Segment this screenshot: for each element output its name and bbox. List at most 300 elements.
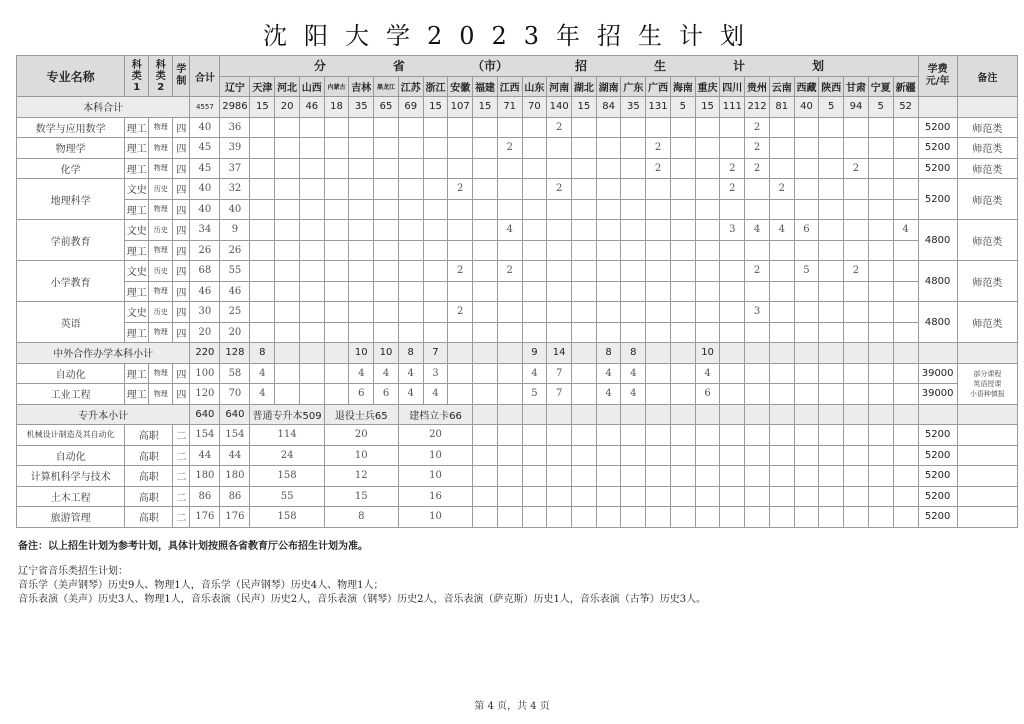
province-value: 6: [695, 384, 720, 405]
province-value: [844, 445, 869, 466]
province-value: [646, 240, 671, 261]
province-value: [670, 117, 695, 138]
province-value: [893, 466, 918, 487]
duration: 四: [173, 199, 190, 220]
remark-cell: 师范类: [957, 302, 1017, 343]
province-value: [695, 220, 720, 241]
group-char: （市）: [471, 59, 508, 74]
province-value: [324, 179, 349, 200]
province-value: [448, 138, 473, 159]
province-value: [398, 240, 423, 261]
province-value: [423, 117, 448, 138]
province-value: [720, 425, 745, 446]
province-value: [695, 117, 720, 138]
province-value: [547, 425, 572, 446]
header-province: 黑龙江: [374, 76, 399, 97]
province-value: [621, 302, 646, 323]
province-value: [398, 138, 423, 159]
category-1: 文史: [125, 302, 149, 323]
duration: 四: [173, 220, 190, 241]
province-value: [522, 466, 547, 487]
province-value: [646, 507, 671, 528]
province-value: [374, 117, 399, 138]
major-name: 小学教育: [17, 261, 125, 302]
music-plan-line-1: 音乐学（美声钢琴）历史9人、物理1人，音乐学（民声钢琴）历史4人、物理1人；: [18, 580, 384, 591]
province-value: [473, 466, 498, 487]
province-value: [497, 343, 522, 364]
province-value: [794, 138, 819, 159]
province-value: 20: [220, 322, 250, 343]
undergrad-total-row: [17, 97, 1018, 118]
province-value: [720, 486, 745, 507]
total-cell: 30: [190, 302, 220, 323]
province-value: [868, 322, 893, 343]
duration: 四: [173, 179, 190, 200]
province-value: [794, 363, 819, 384]
header-province: 山东: [522, 76, 547, 97]
province-value: [596, 302, 621, 323]
duration: 四: [173, 240, 190, 261]
province-value: 4: [522, 363, 547, 384]
province-value: 2: [547, 117, 572, 138]
province-value: 4: [423, 384, 448, 405]
province-value: [646, 466, 671, 487]
province-value: [275, 240, 300, 261]
province-value: [448, 158, 473, 179]
category: 高职: [125, 445, 173, 466]
province-value: 2: [646, 138, 671, 159]
province-value: [275, 281, 300, 302]
province-value: [868, 179, 893, 200]
total-cell: 68: [190, 261, 220, 282]
province-value: 58: [220, 363, 250, 384]
header-fee: [918, 56, 957, 97]
general-upgrade-value: 24: [250, 445, 324, 466]
province-value: [299, 281, 324, 302]
province-value: [745, 384, 770, 405]
province-value: [670, 240, 695, 261]
province-value: [547, 404, 572, 425]
general-upgrade-value: 114: [250, 425, 324, 446]
header-province: 贵州: [745, 76, 770, 97]
fee-cell: 4800: [918, 261, 957, 302]
province-value: [794, 384, 819, 405]
table-row: [17, 199, 1018, 220]
province-value: [324, 343, 349, 364]
major-name: 工业工程: [17, 384, 125, 405]
province-value: [275, 322, 300, 343]
category-2: 物理: [149, 199, 173, 220]
province-value: [572, 138, 597, 159]
province-value: 15: [473, 97, 498, 118]
fee-cell: [918, 404, 957, 425]
remark-cell: 师范类: [957, 138, 1017, 159]
veteran-value: 15: [324, 486, 398, 507]
province-value: [670, 466, 695, 487]
province-value: [893, 445, 918, 466]
province-value: [769, 240, 794, 261]
province-value: 55: [220, 261, 250, 282]
province-value: [819, 240, 844, 261]
province-value: [868, 261, 893, 282]
province-value: 35: [621, 97, 646, 118]
province-value: [670, 322, 695, 343]
province-value: [844, 425, 869, 446]
province-value: [398, 220, 423, 241]
province-value: [572, 384, 597, 405]
province-value: [423, 261, 448, 282]
province-value: 3: [745, 302, 770, 323]
fee-cell: [918, 343, 957, 364]
province-value: [522, 179, 547, 200]
province-value: 70: [522, 97, 547, 118]
province-value: [720, 404, 745, 425]
province-value: [646, 199, 671, 220]
province-value: [819, 466, 844, 487]
province-value: [646, 445, 671, 466]
province-value: [695, 486, 720, 507]
province-value: 4: [250, 384, 275, 405]
province-value: 2: [844, 158, 869, 179]
province-value: [473, 240, 498, 261]
province-value: [596, 240, 621, 261]
province-value: [522, 404, 547, 425]
province-value: [398, 261, 423, 282]
province-value: [572, 281, 597, 302]
province-value: [621, 199, 646, 220]
category-1: 文史: [125, 179, 149, 200]
veteran-value: 10: [324, 445, 398, 466]
major-name: 地理科学: [17, 179, 125, 220]
province-value: 39: [220, 138, 250, 159]
province-value: [844, 384, 869, 405]
province-value: [868, 466, 893, 487]
province-value: [423, 158, 448, 179]
province-value: [324, 220, 349, 241]
fee-cell: 5200: [918, 138, 957, 159]
province-value: [596, 507, 621, 528]
fee-cell: 5200: [918, 117, 957, 138]
total-cell: 640: [190, 404, 220, 425]
province-value: [275, 117, 300, 138]
province-value: [819, 261, 844, 282]
province-value: [497, 117, 522, 138]
category-1: 理工: [125, 158, 149, 179]
duration: 四: [173, 281, 190, 302]
province-value: [275, 261, 300, 282]
category: 高职: [125, 425, 173, 446]
province-value: [572, 445, 597, 466]
row-label: 中外合作办学本科小计: [17, 343, 190, 364]
province-value: [646, 425, 671, 446]
province-value: [868, 220, 893, 241]
category-2: 物理: [149, 117, 173, 138]
province-value: [868, 117, 893, 138]
province-value: [547, 302, 572, 323]
province-value: [868, 138, 893, 159]
province-value: [275, 179, 300, 200]
province-value: [596, 445, 621, 466]
remark-note: 备注：以上招生计划为参考计划，具体计划按照各省教育厅公布招生计划为准。: [18, 541, 368, 552]
province-value: [398, 322, 423, 343]
province-value: [473, 507, 498, 528]
province-value: [275, 220, 300, 241]
province-value: [596, 261, 621, 282]
province-value: [844, 466, 869, 487]
province-value: 2: [646, 158, 671, 179]
header-province: 西藏: [794, 76, 819, 97]
province-value: [893, 425, 918, 446]
table-row: [17, 240, 1018, 261]
category-2: 物理: [149, 138, 173, 159]
province-value: 2: [745, 158, 770, 179]
category-2: 历史: [149, 302, 173, 323]
province-value: [349, 261, 374, 282]
province-value: [819, 199, 844, 220]
province-value: [868, 486, 893, 507]
remark-cell: [957, 486, 1017, 507]
province-value: 6: [374, 384, 399, 405]
total-cell: 86: [190, 486, 220, 507]
province-value: 4: [695, 363, 720, 384]
province-value: [819, 486, 844, 507]
fee-cell: 4800: [918, 220, 957, 261]
province-value: [720, 507, 745, 528]
poverty-value: 10: [398, 445, 472, 466]
province-value: [893, 199, 918, 220]
veteran-value: 8: [324, 507, 398, 528]
province-value: [547, 261, 572, 282]
province-value: [398, 158, 423, 179]
province-value: [844, 199, 869, 220]
category-2: 物理: [149, 384, 173, 405]
province-value: [893, 363, 918, 384]
province-value: [670, 158, 695, 179]
province-value: [324, 261, 349, 282]
province-value: [572, 240, 597, 261]
province-value: [794, 507, 819, 528]
province-value: [844, 281, 869, 302]
province-value: [893, 281, 918, 302]
province-value: [695, 466, 720, 487]
province-value: [621, 138, 646, 159]
province-value: [893, 486, 918, 507]
province-value: 4: [398, 384, 423, 405]
province-value: [695, 425, 720, 446]
province-value: [572, 507, 597, 528]
province-value: [844, 117, 869, 138]
province-value: [497, 466, 522, 487]
province-value: [596, 138, 621, 159]
province-value: [572, 117, 597, 138]
category-1: 理工: [125, 117, 149, 138]
province-value: [769, 343, 794, 364]
province-value: [844, 240, 869, 261]
province-value: [819, 220, 844, 241]
province-value: [473, 363, 498, 384]
header-duration: [173, 56, 190, 97]
duration: 四: [173, 384, 190, 405]
province-value: [522, 425, 547, 446]
major-name: 机械设计制造及其自动化: [17, 425, 125, 446]
province-value: [893, 322, 918, 343]
province-value: [349, 179, 374, 200]
province-value: 40: [220, 199, 250, 220]
province-value: [398, 179, 423, 200]
total-cell: 45: [190, 138, 220, 159]
general-upgrade-value: 55: [250, 486, 324, 507]
province-value: [695, 240, 720, 261]
category-2: 物理: [149, 240, 173, 261]
province-value: [621, 322, 646, 343]
group-char: 分: [313, 59, 326, 74]
header-line: 部分课程: [973, 369, 1002, 378]
province-value: [497, 281, 522, 302]
province-value: [473, 138, 498, 159]
province-value: 35: [349, 97, 374, 118]
province-value: [547, 138, 572, 159]
province-value: 154: [220, 425, 250, 446]
province-value: 10: [374, 343, 399, 364]
province-value: [844, 486, 869, 507]
duration: 二: [173, 507, 190, 528]
province-value: [893, 179, 918, 200]
header-province: 山西: [299, 76, 324, 97]
province-value: 10: [695, 343, 720, 364]
province-value: [522, 138, 547, 159]
province-value: [547, 199, 572, 220]
total-cell: 100: [190, 363, 220, 384]
header-province: 云南: [769, 76, 794, 97]
province-value: [423, 302, 448, 323]
remark-cell: 师范类: [957, 179, 1017, 220]
province-value: [423, 220, 448, 241]
province-value: [720, 363, 745, 384]
category-2: 历史: [149, 179, 173, 200]
province-value: [844, 322, 869, 343]
province-value: 25: [220, 302, 250, 323]
province-value: 15: [572, 97, 597, 118]
province-value: [695, 261, 720, 282]
province-value: 5: [670, 97, 695, 118]
header-province: 吉林: [349, 76, 374, 97]
duration: 二: [173, 425, 190, 446]
province-value: [324, 158, 349, 179]
province-value: [794, 117, 819, 138]
duration: 二: [173, 466, 190, 487]
total-cell: 34: [190, 220, 220, 241]
province-group-title: [220, 57, 917, 74]
province-value: [497, 384, 522, 405]
province-value: [646, 179, 671, 200]
province-value: 212: [745, 97, 770, 118]
group-char: 生: [653, 59, 666, 74]
province-value: [275, 363, 300, 384]
sino-foreign-total-row: [17, 343, 1018, 364]
province-value: [745, 445, 770, 466]
fee-cell: 5200: [918, 486, 957, 507]
province-value: [250, 240, 275, 261]
province-value: 131: [646, 97, 671, 118]
province-value: [473, 343, 498, 364]
province-value: 4: [349, 363, 374, 384]
duration: 四: [173, 322, 190, 343]
province-value: [349, 281, 374, 302]
province-value: [769, 384, 794, 405]
province-value: [423, 138, 448, 159]
province-value: [745, 466, 770, 487]
duration: 四: [173, 138, 190, 159]
province-value: [596, 158, 621, 179]
province-value: [794, 302, 819, 323]
table-row: [17, 158, 1018, 179]
province-value: [497, 404, 522, 425]
category-1: 理工: [125, 240, 149, 261]
header-province: 辽宁: [220, 76, 250, 97]
header-cat1: [125, 56, 149, 97]
province-value: 2986: [220, 97, 250, 118]
province-value: [596, 404, 621, 425]
province-value: [695, 158, 720, 179]
province-value: [398, 199, 423, 220]
province-value: [572, 199, 597, 220]
province-value: 140: [547, 97, 572, 118]
category-2: 历史: [149, 261, 173, 282]
category-1: 理工: [125, 281, 149, 302]
header-line: 1: [133, 81, 141, 93]
province-value: [497, 445, 522, 466]
province-value: [324, 322, 349, 343]
province-value: [646, 343, 671, 364]
province-value: [844, 138, 869, 159]
province-value: [596, 220, 621, 241]
province-value: [473, 117, 498, 138]
province-value: [819, 158, 844, 179]
province-value: [844, 363, 869, 384]
province-value: [695, 179, 720, 200]
total-cell: 20: [190, 322, 220, 343]
province-value: [745, 343, 770, 364]
province-value: [621, 445, 646, 466]
province-value: [844, 179, 869, 200]
province-value: 5: [794, 261, 819, 282]
province-value: 69: [398, 97, 423, 118]
province-value: [547, 281, 572, 302]
province-value: [646, 384, 671, 405]
province-value: [868, 281, 893, 302]
header-province: 宁夏: [868, 76, 893, 97]
province-value: [621, 117, 646, 138]
province-value: [621, 220, 646, 241]
category-1: 文史: [125, 220, 149, 241]
province-value: [819, 302, 844, 323]
province-value: [720, 281, 745, 302]
province-value: [596, 322, 621, 343]
province-value: 5: [819, 97, 844, 118]
province-value: [695, 138, 720, 159]
province-value: [473, 199, 498, 220]
major-name: 自动化: [17, 445, 125, 466]
province-value: [646, 281, 671, 302]
province-value: [769, 486, 794, 507]
province-value: [844, 220, 869, 241]
province-value: [769, 158, 794, 179]
province-value: 4: [769, 220, 794, 241]
province-value: [522, 322, 547, 343]
veteran-value: 20: [324, 425, 398, 446]
province-value: [670, 179, 695, 200]
province-value: 70: [220, 384, 250, 405]
